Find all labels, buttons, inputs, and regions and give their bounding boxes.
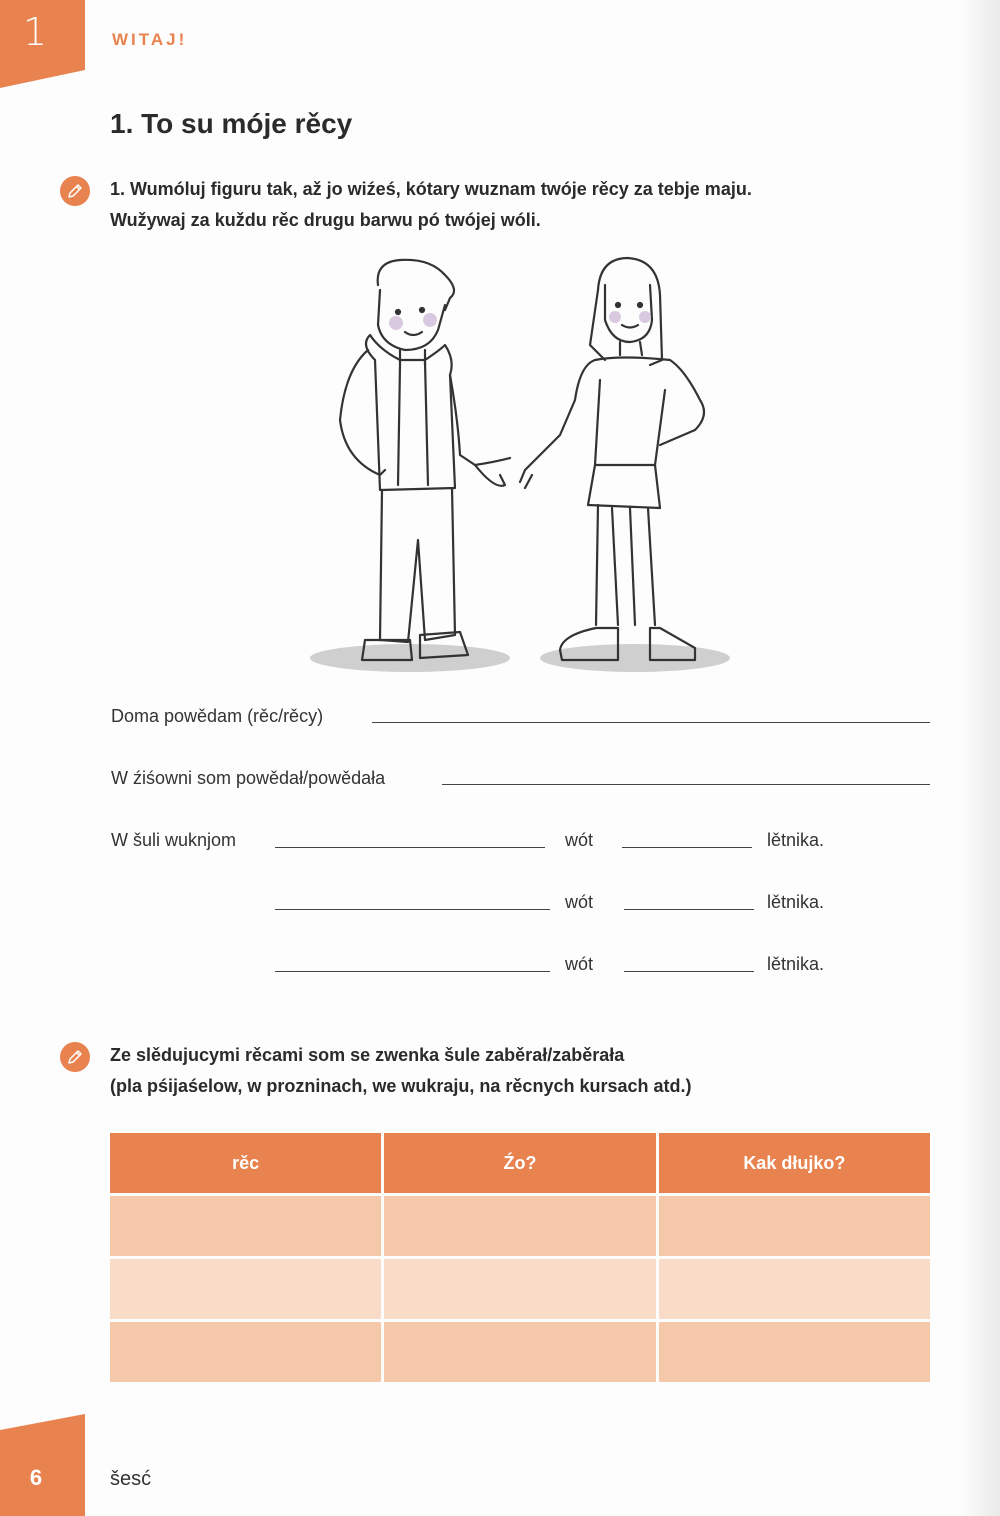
- table-cell[interactable]: [384, 1259, 655, 1319]
- pencil-icon: [60, 176, 90, 206]
- table-cell[interactable]: [384, 1322, 655, 1382]
- school-language-label: W šuli wuknjom: [111, 830, 237, 850]
- header-how-long: Kak dłujko?: [659, 1133, 930, 1193]
- years-label: lětnika.: [767, 892, 825, 912]
- header-where: Źo?: [384, 1133, 655, 1193]
- table-cell[interactable]: [659, 1196, 930, 1256]
- page-number: 6: [29, 1465, 43, 1490]
- languages-table: [110, 1133, 930, 1385]
- table-row: [110, 1259, 930, 1319]
- grade-blank[interactable]: [624, 971, 754, 972]
- chapter-title: WITAJ!: [112, 30, 188, 49]
- task1-instruction: [110, 174, 752, 236]
- task2-instruction: [110, 1040, 692, 1102]
- school-language-blank[interactable]: [275, 847, 545, 848]
- table-row: [110, 1196, 930, 1256]
- boy-girl-illustration: [300, 250, 740, 680]
- years-label: lětnika.: [767, 954, 825, 974]
- table-cell[interactable]: [110, 1196, 381, 1256]
- nursery-language-blank[interactable]: [442, 784, 930, 785]
- home-language-blank[interactable]: [372, 722, 930, 723]
- section-heading: 1. To su móje rěcy: [110, 108, 353, 139]
- from-label: wót: [565, 830, 594, 850]
- home-language-label: Doma powědam (rěc/rěcy): [111, 706, 324, 726]
- grade-blank[interactable]: [624, 909, 754, 910]
- school-language-blank[interactable]: [275, 971, 550, 972]
- from-label: wót: [565, 954, 594, 974]
- school-language-blank[interactable]: [275, 909, 550, 910]
- task1-line2: Wužywaj za kuždu rěc drugu barwu pó twójej wóli.: [110, 210, 541, 230]
- table-cell[interactable]: [110, 1259, 381, 1319]
- nursery-language-label: W źiśowni som powědał/powědała: [111, 768, 386, 788]
- task1-line1: 1. Wumóluj figuru tak, až jo wiźeś, kótary wuznam twóje rěcy za tebje maju.: [110, 179, 752, 199]
- task2-line2: (pla pśijaśelow, w prozninach, we wukraju, na rěcnych kursach atd.): [110, 1076, 692, 1096]
- table-cell[interactable]: [659, 1259, 930, 1319]
- pencil-icon: [60, 1042, 90, 1072]
- from-label: wót: [565, 892, 594, 912]
- grade-blank[interactable]: [622, 847, 752, 848]
- task2-line1: Ze slědujucymi rěcami som se zwenka šule zaběrał/zaběrała: [110, 1045, 625, 1065]
- page-number-word: šesć: [110, 1468, 152, 1490]
- years-label: lětnika.: [767, 830, 825, 850]
- chapter-number: 1: [22, 10, 48, 54]
- table-cell[interactable]: [659, 1322, 930, 1382]
- table-cell[interactable]: [110, 1322, 381, 1382]
- table-row: [110, 1322, 930, 1382]
- table-header-row: [110, 1133, 930, 1193]
- table-cell[interactable]: [384, 1196, 655, 1256]
- header-language: rěc: [110, 1133, 381, 1193]
- page-edge-shadow: [960, 0, 1000, 1516]
